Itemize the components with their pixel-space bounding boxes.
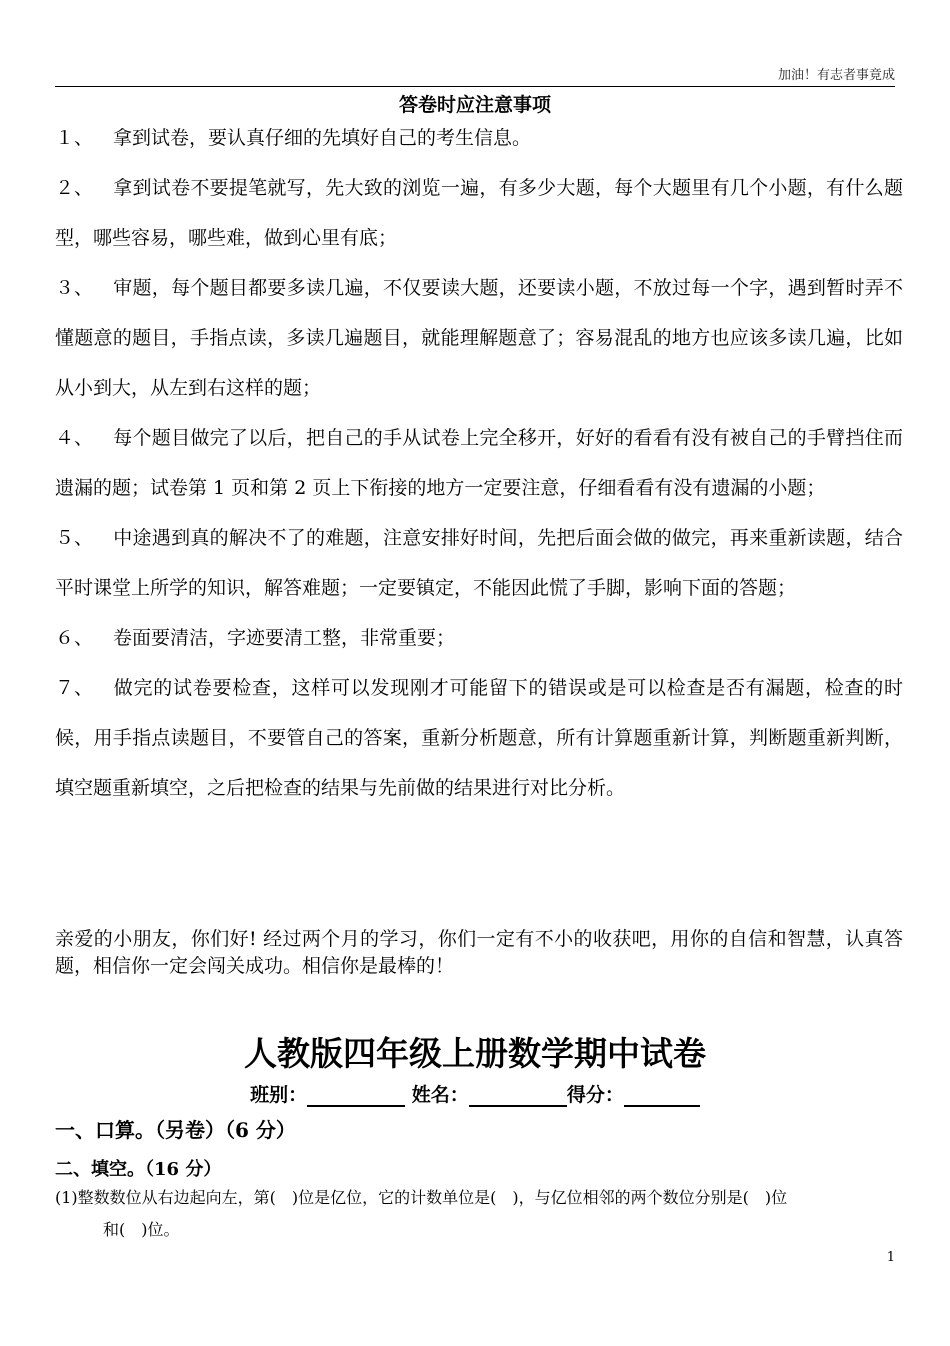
- notice-item: [55, 613, 903, 663]
- notice-number: ６、: [55, 627, 94, 649]
- notice-item: [55, 113, 903, 163]
- class-label: 班别：: [250, 1084, 308, 1106]
- notice-item: [55, 663, 903, 813]
- notice-list: [55, 113, 903, 813]
- notice-number: １、: [55, 127, 94, 149]
- notice-item: [55, 263, 903, 413]
- exam-title: 人教版四年级上册数学期中试卷: [244, 1034, 706, 1073]
- section-oral-heading: 一、口算。（另卷）（6 分）: [55, 1118, 296, 1142]
- notice-text: 卷面要清洁，字迹要清工整，非常重要；: [113, 627, 456, 649]
- name-label: 姓名：: [411, 1084, 469, 1106]
- greeting-paragraph: 亲爱的小朋友，你们好! 经过两个月的学习，你们一定有不小的收获吧，用你的自信和智慧，认真答题，相信你一定会闯关成功。相信你是最棒的！: [55, 928, 903, 977]
- notice-number: ５、: [55, 527, 94, 549]
- score-label: 得分：: [566, 1084, 624, 1106]
- notice-title: 答卷时应注意事项: [398, 94, 551, 116]
- header-motto: 加油！有志者事竟成: [777, 68, 895, 83]
- score-blank[interactable]: [624, 1085, 700, 1107]
- notice-text: 拿到试卷不要提笔就写，先大致的浏览一遍，有多少大题，每个大题里有几个小题，有什么题型，哪些容易，哪些难，做到心里有底；: [55, 177, 903, 249]
- question-line-continued: 和( )位。: [103, 1220, 180, 1239]
- notice-item: [55, 513, 903, 613]
- notice-text: 做完的试卷要检查，这样可以发现刚才可能留下的错误或是可以检查是否有漏题，检查的时候，用手指点读题目，不要管自己的答案，重新分析题意，所有计算题重新计算，判断题重新判断，填空题重新填空，之后把检查的结果与先前做的结果进行对比分析。: [55, 677, 903, 799]
- notice-text: 每个题目做完了以后，把自己的手从试卷上完全移开，好好的看看有没有被自己的手臂挡住而遗漏的题；试卷第 1 页和第 2 页上下衔接的地方一定要注意，仔细看看有没有遗漏的小题；: [55, 427, 903, 499]
- header-divider: [55, 86, 895, 87]
- page-number: 1: [886, 1250, 895, 1265]
- notice-item: [55, 413, 903, 513]
- notice-number: ４、: [55, 427, 94, 449]
- question-line: (1)整数数位从右边起向左，第( )位是亿位，它的计数单位是( )，与亿位相邻的两个数位分别是( )位: [55, 1188, 788, 1207]
- notice-text: 拿到试卷，要认真仔细的先填好自己的考生信息。: [113, 127, 532, 149]
- notice-number: ７、: [55, 677, 94, 699]
- notice-item: [55, 163, 903, 263]
- notice-number: ２、: [55, 177, 94, 199]
- student-info-line: [0, 1080, 950, 1107]
- name-blank[interactable]: [469, 1085, 567, 1107]
- class-blank[interactable]: [307, 1085, 405, 1107]
- notice-text: 审题，每个题目都要多读几遍，不仅要读大题，还要读小题，不放过每一个字，遇到暂时弄不懂题意的题目，手指点读，多读几遍题目，就能理解题意了；容易混乱的地方也应该多读几遍，比如从小到大，从左到右这样的题；: [55, 277, 903, 399]
- notice-number: ３、: [55, 277, 94, 299]
- section-fill-heading: 二、填空。（16 分）: [55, 1159, 222, 1180]
- question-item: [55, 1182, 903, 1246]
- notice-text: 中途遇到真的解决不了的难题，注意安排好时间，先把后面会做的做完，再来重新读题，结合平时课堂上所学的知识，解答难题；一定要镇定，不能因此慌了手脚，影响下面的答题；: [55, 527, 903, 599]
